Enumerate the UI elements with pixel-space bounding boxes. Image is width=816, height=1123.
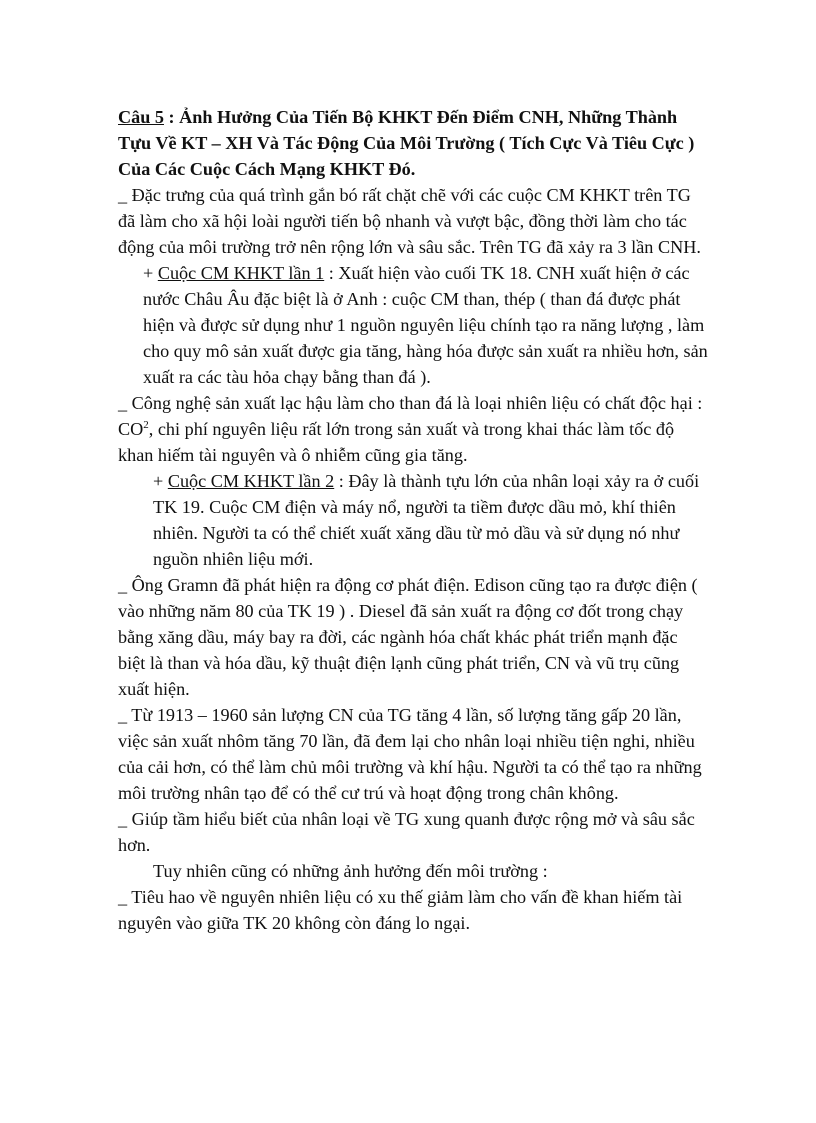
paragraph-inventions: _ Ông Gramn đã phát hiện ra động cơ phát điện. Edison cũng tạo ra được điện ( vào những năm 80 của TK 19 ) . Diesel đã sản xuất ra động cơ đốt trong chạy bằng xăng dầu, máy bay ra đời, các ngành hóa chất khác phát triển mạnh đặc biệt là than và hóa dầu, kỹ thuật điện lạnh cũng phát triển, CN và vũ trụ cũng xuất hiện. [118, 575, 698, 699]
document-page [118, 104, 708, 936]
paragraph-consumption: _ Tiêu hao về nguyên nhiên liệu có xu thế giảm làm cho vấn đề khan hiếm tài nguyên vào giữa TK 20 không còn đáng lo ngại. [118, 887, 683, 933]
revolution-1-label: Cuộc CM KHKT lần 1 [157, 263, 325, 283]
question-title-text: : Ảnh Hưởng Của Tiến Bộ KHKT Đến Điểm CNH, Những Thành Tựu Về KT – XH Và Tác Động Của Môi Trường ( Tích Cực Và Tiêu Cực ) Của Các Cuộc Cách Mạng KHKT Đó. [118, 107, 695, 179]
paragraph-statistics: _ Từ 1913 – 1960 sản lượng CN của TG tăng 4 lần, số lượng tăng gấp 20 lần, việc sản xuất nhôm tăng 70 lần, đã đem lại cho nhân loại nhiều tiện nghi, nhiều của cải hơn, có thể làm chủ môi trường và khí hậu. Người ta có thể tạo ra những môi trường nhân tạo để có thể cư trú và hoạt động trong chân không. [118, 705, 702, 803]
technology-text-after: , chi phí nguyên liệu rất lớn trong sản xuất và trong khai thác làm tốc độ khan hiếm tài nguyên và ô nhiễm cũng gia tăng. [118, 419, 675, 465]
question-number: Câu 5 [118, 107, 164, 127]
paragraph-revolution-2 [118, 468, 708, 572]
paragraph-technology [118, 390, 708, 468]
technology-text-before: _ Công nghệ sản xuất lạc hậu làm cho than đá là loại nhiên liệu có chất độc hại : CO [118, 393, 703, 439]
paragraph-revolution-1 [118, 260, 708, 390]
revolution-2-label: Cuộc CM KHKT lần 2 [167, 471, 335, 491]
paragraph-however: Tuy nhiên cũng có những ảnh hưởng đến môi trường : [153, 861, 548, 881]
revolution-1-text: : Xuất hiện vào cuối TK 18. CNH xuất hiện ở các nước Châu Âu đặc biệt là ở Anh : cuộc CM than, thép ( than đá được phát hiện và được sử dụng như 1 nguồn nguyên liệu chính tạo ra năng lượng , làm cho quy mô sản xuất được gia tăng, hàng hóa được sản xuất ra nhiều hơn, sản xuất ra các tàu hỏa chạy bằng than đá ). [143, 263, 708, 387]
bullet-plus: + [153, 471, 168, 491]
superscript-two: 2 [143, 418, 149, 431]
bullet-plus: + [143, 263, 158, 283]
revolution-2-text: : Đây là thành tựu lớn của nhân loại xảy ra ở cuối TK 19. Cuộc CM điện và máy nổ, người ta tiềm được dầu mỏ, khí thiên nhiên. Người ta có thể chiết xuất xăng dầu từ mỏ dầu và sử dụng nó như nguồn nhiên liệu mới. [153, 471, 700, 569]
paragraph-knowledge: _ Giúp tầm hiểu biết của nhân loại về TG xung quanh được rộng mở và sâu sắc hơn. [118, 809, 695, 855]
paragraph-overview: _ Đặc trưng của quá trình gắn bó rất chặt chẽ với các cuộc CM KHKT trên TG đã làm cho xã hội loài người tiến bộ nhanh và vượt bậc, đồng thời làm cho tác động của môi trường trở nên rộng lớn và sâu sắc. Trên TG đã xảy ra 3 lần CNH. [118, 185, 701, 257]
question-title [118, 104, 708, 182]
